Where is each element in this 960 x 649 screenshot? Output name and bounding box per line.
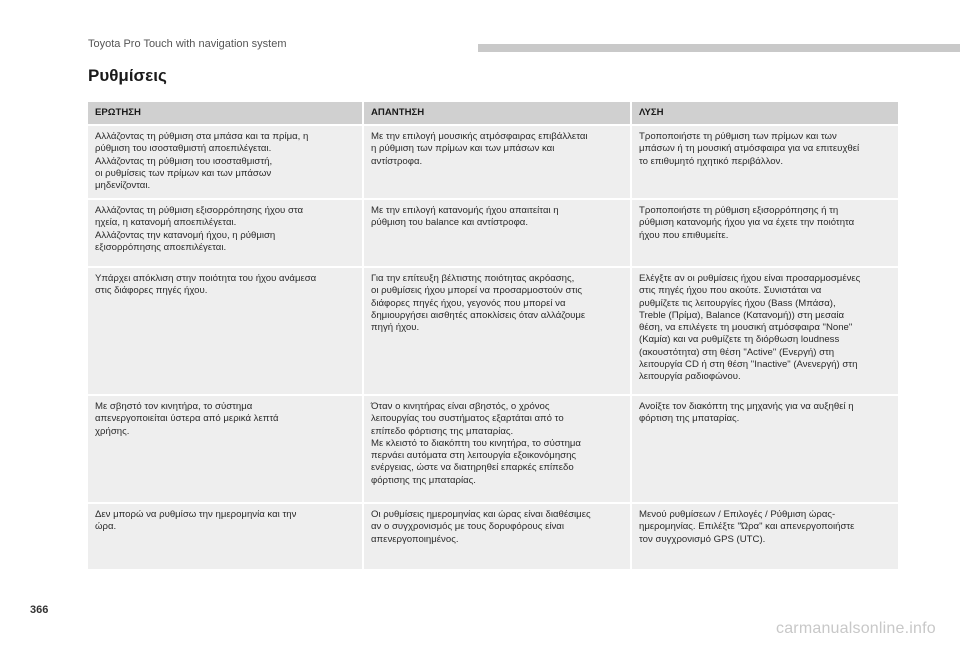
question-cell: Με σβηστό τον κινητήρα, το σύστημα απενεργοποιείται ύστερα από μερικά λεπτά χρήσης. bbox=[88, 395, 363, 503]
page-number: 366 bbox=[30, 604, 49, 616]
question-cell: Αλλάζοντας τη ρύθμιση εξισορρόπησης ήχου στα ηχεία, η κατανομή αποεπιλέγεται. Αλλάζοντας την κατανομή ήχου, η ρύθμιση εξισορρόπησης αποεπιλέγεται. bbox=[88, 199, 363, 267]
answer-cell: Με την επιλογή μουσικής ατμόσφαιρας επιβάλλεται η ρύθμιση των πρίμων και των μπάσων και αντίστροφα. bbox=[363, 125, 631, 199]
table-row bbox=[88, 199, 898, 267]
solution-cell: Μενού ρυθμίσεων / Επιλογές / Ρύθμιση ώρας- ημερομηνίας. Επιλέξτε "Ώρα" και απενεργοποιήστε τον συγχρονισμό GPS (UTC). bbox=[631, 503, 898, 569]
header-divider-bar bbox=[478, 44, 960, 52]
table-row bbox=[88, 395, 898, 503]
solution-cell: Τροποποιήστε τη ρύθμιση εξισορρόπησης ή τη ρύθμιση κατανομής ήχου για να έχετε την ποιότητα ήχου που επιθυμείτε. bbox=[631, 199, 898, 267]
answer-cell: Όταν ο κινητήρας είναι σβηστός, ο χρόνος λειτουργίας του συστήματος εξαρτάται από το επίπεδο φόρτισης της μπαταρίας. Με κλειστό το διακόπτη του κινητήρα, το σύστημα περνάει αυτόματα στη λειτουργία εξοικονόμησης ενέργειας, ώστε να διατηρηθεί επαρκές επίπεδο φόρτισης της μπαταρίας. bbox=[363, 395, 631, 503]
question-cell: Υπάρχει απόκλιση στην ποιότητα του ήχου ανάμεσα στις διάφορες πηγές ήχου. bbox=[88, 267, 363, 395]
answer-cell: Με την επιλογή κατανομής ήχου απαιτείται η ρύθμιση του balance και αντίστροφα. bbox=[363, 199, 631, 267]
table-row bbox=[88, 267, 898, 395]
column-header-answer: ΑΠΑΝΤΗΣΗ bbox=[363, 102, 631, 125]
solution-cell: Τροποποιήστε τη ρύθμιση των πρίμων και των μπάσων ή τη μουσική ατμόσφαιρα για να επιτευχθεί το επιθυμητό ηχητικό περιβάλλον. bbox=[631, 125, 898, 199]
watermark: carmanualsonline.info bbox=[776, 620, 936, 637]
document-header: Toyota Pro Touch with navigation system bbox=[88, 38, 287, 50]
table-row bbox=[88, 125, 898, 199]
table-header-row bbox=[88, 102, 898, 125]
solution-cell: Ελέγξτε αν οι ρυθμίσεις ήχου είναι προσαρμοσμένες στις πηγές ήχου που ακούτε. Συνιστάται να ρυθμίζετε τις λειτουργίες ήχου (Bass (Μπάσα), Treble (Πρίμα), Balance (Κατανομή)) στη μεσαία θέση, να επιλέγετε τη μουσική ατμόσφαιρα "None" (Καμία) και να ρυθμίζετε τη διόρθωση loudness (ακουστότητα) στη θέση "Active" (Ενεργή) στη λειτουργία CD ή στη θέση "Inactive" (Ανενεργή) στη λειτουργία ραδιοφώνου. bbox=[631, 267, 898, 395]
page-title: Ρυθμίσεις bbox=[88, 66, 167, 85]
solution-cell: Ανοίξτε τον διακόπτη της μηχανής για να αυξηθεί η φόρτιση της μπαταρίας. bbox=[631, 395, 898, 503]
answer-cell: Οι ρυθμίσεις ημερομηνίας και ώρας είναι διαθέσιμες αν ο συγχρονισμός με τους δορυφόρους είναι απενεργοποιημένος. bbox=[363, 503, 631, 569]
column-header-question: ΕΡΩΤΗΣΗ bbox=[88, 102, 363, 125]
answer-cell: Για την επίτευξη βέλτιστης ποιότητας ακρόασης, οι ρυθμίσεις ήχου μπορεί να προσαρμοστούν στις διάφορες πηγές ήχου, γεγονός που μπορεί να δημιουργήσει αισθητές αποκλίσεις όταν αλλάζουμε πηγή ήχου. bbox=[363, 267, 631, 395]
faq-table bbox=[88, 102, 898, 569]
question-cell: Αλλάζοντας τη ρύθμιση στα μπάσα και τα πρίμα, η ρύθμιση του ισοσταθμιστή αποεπιλέγεται. Αλλάζοντας τη ρύθμιση του ισοσταθμιστή, οι ρυθμίσεις των πρίμων και των μπάσων μηδενίζονται. bbox=[88, 125, 363, 199]
table-row bbox=[88, 503, 898, 569]
question-cell: Δεν μπορώ να ρυθμίσω την ημερομηνία και την ώρα. bbox=[88, 503, 363, 569]
column-header-solution: ΛΥΣΗ bbox=[631, 102, 898, 125]
